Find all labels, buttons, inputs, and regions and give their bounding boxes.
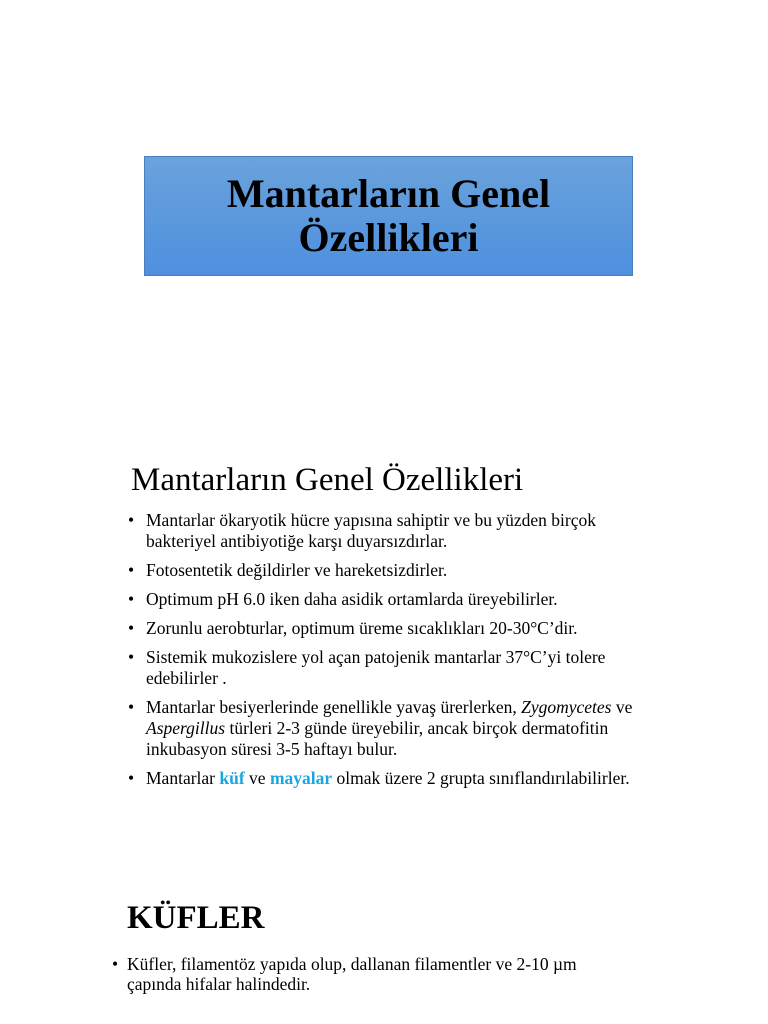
list-item [112,954,632,994]
list-item-text-part: ve [615,697,633,717]
list-item [128,618,653,639]
bullet-icon: • [128,768,135,788]
genus-name-aspergillus: Aspergillus [146,718,226,738]
list-item-text: Fotosentetik değildirler ve hareketsizdirler. [146,560,448,580]
list-item [128,647,653,689]
list-item-text: Zorunlu aerobturlar, optimum üreme sıcaklıkları 20-30°C’dir. [146,618,578,638]
highlight-kuf: küf [219,768,245,788]
section-heading: Mantarların Genel Özellikleri [131,462,524,498]
genus-name-zygomycetes: Zygomycetes [521,697,612,717]
list-item-text: Mantarlar ökaryotik hücre yapısına sahiptir ve bu yüzden birçok bakteriyel antibiyotiğe karşı duyarsızdırlar. [146,510,596,551]
highlight-mayalar: mayalar [269,768,333,788]
list-item-text-part: Mantarlar besiyerlerinde genellikle yavaş ürerlerken, [146,697,517,717]
list-item-text: Sistemik mukozislere yol açan patojenik mantarlar 37°C’yi tolere edebilirler . [146,647,606,688]
kufler-list [112,954,632,994]
list-item [128,560,653,581]
bullet-icon: • [128,647,135,667]
bullet-icon: • [128,510,135,530]
list-item-text: Optimum pH 6.0 iken daha asidik ortamlarda üreyebilirler. [146,589,558,609]
bullet-icon: • [128,618,135,638]
page-title-line-2: Özellikleri [298,215,479,260]
list-item [128,589,653,610]
bullet-icon: • [112,954,119,974]
list-item-text-part: türleri 2-3 günde üreyebilir, ancak birçok dermatofitin inkubasyon süresi 3-5 haftayı bulur. [146,718,609,759]
title-banner [144,156,633,276]
properties-list [128,510,653,797]
list-item-text-part: ve [249,768,266,788]
list-item-text-part: Mantarlar [146,768,215,788]
bullet-icon: • [128,560,135,580]
bullet-icon: • [128,697,135,717]
list-item-text-part: olmak üzere 2 grupta sınıflandırılabilirler. [336,768,630,788]
list-item [128,697,653,760]
page-title-line-1: Mantarların Genel [226,171,551,216]
page-title [227,172,550,260]
list-item [128,510,653,552]
kufler-heading: KÜFLER [127,900,265,936]
list-item [128,768,653,789]
list-item-text: Küfler, filamentöz yapıda olup, dallanan filamentler ve 2-10 µm çapında hifalar halindedir. [127,954,577,994]
bullet-icon: • [128,589,135,609]
